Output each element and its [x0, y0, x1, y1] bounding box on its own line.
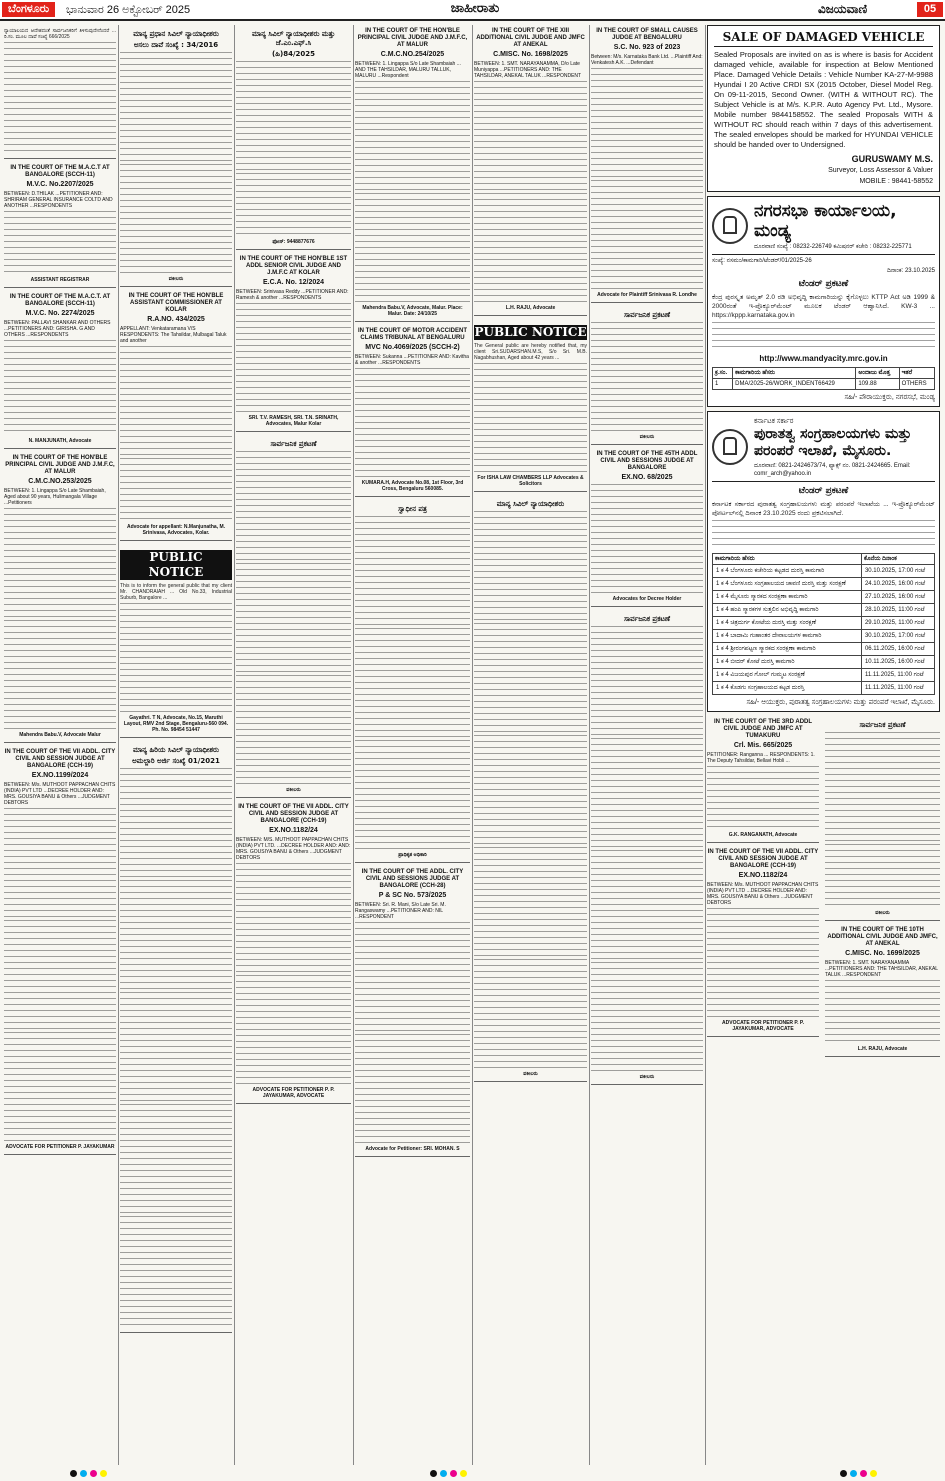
- notice-text-block: [120, 992, 232, 1102]
- notice-text-block: [591, 850, 703, 960]
- museum-tender-notice: [707, 411, 940, 712]
- court-name: IN THE COURT OF THE M.A.C.T. AT BANGALORE (SCCH-11): [9, 294, 111, 307]
- tender-heading: ಟೆಂಡರ್ ಪ್ರಕಟಣೆ: [798, 279, 849, 289]
- public-notice: [120, 544, 232, 738]
- page-header: [0, 0, 945, 21]
- court-name: IN THE COURT OF THE HON'BLE 1ST ADDL SENIOR CIVIL JUDGE AND J.M.F.C AT KOLAR: [239, 256, 348, 276]
- column-rule: [589, 25, 590, 1465]
- legal-notice: [4, 162, 116, 288]
- parties: BETWEEN: M/s. MUTHOOT PAPPACHAN CHITS (INDIA) PVT LTD ...DECREE HOLDER AND: MRS. GOUSIYA BANU & Others ...JUDGMENT DEBTORS: [4, 782, 116, 806]
- notice-text-block: [120, 52, 232, 162]
- legal-notice: [236, 801, 351, 1104]
- table-row: [713, 604, 935, 617]
- court-name: IN THE COURT OF THE VII ADDL. CITY CIVIL AND SESSION JUDGE AT BANGALORE (CCH-19): [707, 849, 819, 869]
- table-row: [713, 565, 935, 578]
- column-rule: [353, 25, 354, 1465]
- table-cell: 28.10.2025, 11:00 ಗಂಟೆ: [861, 604, 934, 617]
- parties: BETWEEN: M/s. MUTHOOT PAPPACHAN CHITS (INDIA) PVT LTD ...DECREE HOLDER AND: MRS. GOUSIYA BANU & Others ...JUDGMENT DEBTORS: [707, 882, 819, 906]
- court-name: ಸ್ವಾಧೀನ ಪತ್ರ: [398, 505, 427, 513]
- registration-dot-icon: [430, 1470, 437, 1477]
- table-cell: 1 ಕ 4 ಬೆಂಗಳೂರು ಕಚೇರಿಯ ಕಟ್ಟಡದ ದುರಸ್ತಿ ಕಾಮಗಾರಿ: [713, 565, 862, 578]
- public-notice-title: PUBLIC NOTICE: [474, 325, 587, 339]
- legal-notice: [120, 741, 232, 1333]
- column-rule: [118, 25, 119, 1465]
- legal-notice: [591, 306, 703, 445]
- notice-signature: KUMARA.H, Advocate No.08, 1st Floor, 3rd Cross, Bengaluru 560085.: [361, 480, 464, 492]
- print-registration-marks: [70, 1470, 130, 1478]
- table-cell: 11.11.2025, 11:00 ಗಂಟೆ: [861, 682, 934, 695]
- signer-mobile: MOBILE : 98441-58552: [859, 178, 933, 185]
- court-name: IN THE COURT OF THE HON'BLE PRINCIPAL CIVIL JUDGE AND J.M.F.C, AT MALUR: [5, 455, 115, 475]
- table-header-row: [713, 368, 935, 379]
- parties: BETWEEN: 1. SMT. NARAYANAMMA ...PETITIONERS AND: THE TAHSILDAR, ANEKAL TALUK ...RESPONDENT: [825, 960, 938, 978]
- damaged-vehicle-ad: [707, 25, 940, 192]
- court-name: ಸಾರ್ವಜನಿಕ ಪ್ರಕಟಣೆ: [623, 311, 671, 319]
- parties: Between: M/s. Karnataka Bank Ltd. ...Plaintiff And: Venkatesh A.K. ...Defendant: [591, 54, 703, 66]
- notice-text-block: [4, 42, 116, 152]
- legal-notice: [825, 716, 940, 921]
- notice-signature: ವಕೀಲರು: [639, 1074, 655, 1080]
- notice-text-block: [474, 959, 587, 1069]
- case-number: Crl. Mis. 665/2025: [733, 742, 793, 749]
- case-number: P & SC No. 573/2025: [378, 892, 447, 899]
- notice-text-block: [236, 675, 351, 785]
- notice-text-block: [591, 484, 703, 594]
- legal-notice: [120, 290, 232, 541]
- emblem-icon: [712, 208, 748, 244]
- tender-body: ಕರ್ನಾಟಕ ಸರ್ಕಾರದ ಪುರಾತತ್ವ ಸಂಗ್ರಹಾಲಯಗಳು ಮತ್ತು ಪರಂಪರೆ ಇಲಾಖೆಯ ... ಇ-ಪ್ರೊಕ್ಯೂರ್‌ಮೆಂಟ್ ಪೋರ್ಟಲ್‌ನಲ್ಲಿ ದಿನಾಂಕ 23.10.2025 ರಂದು ಪ್ರಕಟಿಸಲಾಗಿದೆ.: [712, 501, 935, 517]
- parties: BETWEEN: 1. Lingappa S/o Late Shambaiah, Aged about 90 years, Hulimangala Village ...Petitioners: [4, 488, 106, 506]
- government-line: ಕರ್ನಾಟಕ ಸರ್ಕಾರ: [754, 418, 794, 425]
- column-rule: [705, 25, 706, 1465]
- notice-text-block: [4, 406, 116, 436]
- notice-text-block: [474, 623, 587, 733]
- registration-dot-icon: [80, 1470, 87, 1477]
- notice-text-block: [355, 628, 470, 738]
- table-header-cell: ಕಾಮಗಾರಿಯ ಹೆಸರು: [733, 368, 856, 379]
- court-name: IN THE COURT OF MOTOR ACCIDENT CLAIMS TRIBUNAL AT BENGALURU: [358, 328, 467, 341]
- table-body: [713, 379, 935, 390]
- court-name: IN THE COURT OF THE XIII ADDITIONAL CIVIL JUDGE AND JMFC AT ANEKAL: [476, 28, 585, 48]
- case-number: M.V.C. No.2207/2025: [26, 181, 94, 188]
- notice-text-block: [474, 363, 587, 473]
- case-number: M.V.C. No. 2274/2025: [25, 310, 95, 317]
- case-number: ಅಮಲ್ಜಾರಿ ಅರ್ಜಿ ಸಂಖ್ಯೆ 01/2021: [132, 757, 220, 765]
- case-number: (ಹಿ)84/2025: [272, 50, 315, 58]
- legal-notice: [4, 25, 116, 159]
- notice-signature: ASSISTANT REGISTRAR: [30, 277, 90, 283]
- parties: APPELLANT: Venkataramana V/S RESPONDENTS: The Tahsildar, Mulbagal Taluk and another: [120, 326, 227, 344]
- mandya-tender-notice: [707, 196, 940, 407]
- case-number: S.C. No. 923 of 2023: [613, 44, 681, 51]
- registration-dot-icon: [860, 1470, 867, 1477]
- notice-text-block: [120, 346, 232, 456]
- office-contact: ದೂರವಾಣಿ: 0821-2424673/74, ಫ್ಯಾಕ್ಸ್ ನಂ. 0821-2424665. Email: comr_arch@yahoo.in: [754, 463, 911, 477]
- legal-notice: [474, 25, 587, 316]
- court-name: IN THE COURT OF THE HON'BLE PRINCIPAL CIVIL JUDGE AND J.M.F.C, AT MALUR: [357, 28, 468, 48]
- court-name: IN THE COURT OF THE 3RD ADDL CIVIL JUDGE AND JMFC AT TUMAKURU: [713, 719, 813, 739]
- notice-text-block: [591, 180, 703, 290]
- court-name: IN THE COURT OF THE HON'BLE ASSISTANT COMMISSIONER AT KOLAR: [128, 293, 224, 313]
- notice-text-block: [4, 620, 116, 730]
- legal-notice: [355, 500, 470, 863]
- notice-text-block: [236, 863, 351, 973]
- notice-body: ನ್ಯಾಯಾಲಯದ ಆದೇಶದಂತೆ ಸಾರ್ವಜನಿಕರಿಗೆ ತಿಳಿಸುವುದೇನೆಂದರೆ ... ರಿ.ಸಂ. ಮೂಲ ದಾವೆ ಸಂಖ್ಯೆ 666/2025: [4, 28, 116, 40]
- registration-dot-icon: [100, 1470, 107, 1477]
- notice-signature: ADVOCATE FOR PETITIONER P. JAYAKUMAR: [5, 1144, 115, 1150]
- office-name: ಪುರಾತತ್ವ ಸಂಗ್ರಹಾಲಯಗಳು ಮತ್ತು ಪರಂಪರೆ ಇಲಾಖೆ, ಮೈಸೂರು.: [754, 426, 912, 459]
- notice-signature: N. MANJUNATH, Advocate: [28, 438, 92, 444]
- legal-notice: [591, 448, 703, 607]
- table-header-cell: ಅಂದಾಜು ಮೊತ್ತ: [856, 368, 899, 379]
- parties: BETWEEN: D.THILAK ...PETITIONER AND: SHRIRAM GENERAL INSURANCE COLTD AND ANOTHER ...RESPONDENTS: [4, 191, 113, 209]
- notice-text-block: [474, 735, 587, 845]
- print-registration-marks: [430, 1470, 490, 1478]
- notice-text-block: [591, 962, 703, 1072]
- notice-signature: Advocate for Petitioner: SRI. MOHAN. S: [365, 1146, 460, 1152]
- notice-text-block: [712, 520, 935, 550]
- case-number: C.M.C.NO.254/2025: [380, 51, 445, 58]
- signer-role: Surveyor, Loss Assessor & Valuer: [828, 167, 933, 174]
- notice-text-block: [120, 458, 232, 522]
- office-header: [712, 416, 935, 482]
- court-name: IN THE COURT OF SMALL CAUSES JUDGE AT BENGALURU: [596, 28, 698, 41]
- office-header: [712, 201, 935, 255]
- tender-body: ಕೆಂದ್ರ ಪುರಸ್ಕೃತ ಅಮೃತ್ 2.0 ರಡಿ ಅಭಿವೃದ್ಧಿ ಕಾಮಗಾರಿಯನ್ನು ಕೈಗೊಳ್ಳಲು KTTP Act ಅಡಿ 1999 & 2000ರಂತೆ ಇ-ಪ್ರೊಕ್ಯೂರ್‌ಮೆಂಟ್ ಮೂಲಕ ಟೆಂಡರ್ ಆಹ್ವಾನಿಸಿದೆ. KW-3 ... https://kppp.karnataka.gov.in: [712, 294, 935, 319]
- parties: BETWEEN: Srinivasa Reddy ...PETITIONER AND: Ramesh & another ...RESPONDENTS: [236, 289, 349, 301]
- notice-text-block: [355, 81, 470, 191]
- notice-text-block: [236, 61, 351, 171]
- table-header-cell: ಕೊನೆಯ ದಿನಾಂಕ: [861, 554, 934, 565]
- court-name: IN THE COURT OF THE VII ADDL. CITY CIVIL AND SESSION JUDGE AT BANGALORE (CCH-19): [4, 749, 116, 769]
- notice-text-block: [120, 603, 232, 713]
- notice-signature: ಪ್ರಾಧಿಕೃತ ಅಧಿಕಾರಿ: [398, 852, 427, 858]
- court-name: ಮಾನ್ಯ ಪ್ರಧಾನ ಸಿವಿಲ್ ನ್ಯಾಯಾಧೀಶರು: [133, 30, 219, 38]
- table-cell: 1 ಕ 4 ಮೈಸೂರು ಸ್ಮಾರಕದ ಸಂರಕ್ಷಣಾ ಕಾಮಗಾರಿ: [713, 591, 862, 604]
- table-row: [713, 591, 935, 604]
- print-registration-marks: [840, 1470, 900, 1478]
- reference-number: ಸಂಖ್ಯೆ: ನಸಮಂ/ಕಾಮಗಾರಿ/ಟೆಂಡರ್/01/2025-26: [712, 258, 812, 264]
- court-name: IN THE COURT OF THE ADDL. CITY CIVIL AND SESSIONS JUDGE AT BANGALORE (CCH-28): [361, 869, 464, 889]
- notice-date: ದಿನಾಂಕ: 23.10.2025: [886, 268, 935, 274]
- table-row: [713, 643, 935, 656]
- notice-text-block: [120, 1216, 232, 1326]
- notice-signature: L.H. RAJU, Advocate: [505, 305, 556, 311]
- case-number: EX.NO.1182/24: [738, 872, 788, 879]
- column-rule: [234, 25, 235, 1465]
- notice-text-block: [474, 847, 587, 957]
- court-name: ಮಾನ್ಯ ಸಿವಿಲ್ ನ್ಯಾಯಾಧೀಶರು: [496, 500, 565, 508]
- registration-dot-icon: [70, 1470, 77, 1477]
- notice-text-block: [355, 740, 470, 850]
- notice-text-block: [474, 511, 587, 621]
- notice-signature: ವಕೀಲರು: [523, 1071, 538, 1077]
- notice-text-block: [825, 844, 940, 908]
- website-link[interactable]: http://www.mandyacity.mrc.gov.in: [759, 354, 888, 363]
- notice-text-block: [712, 322, 935, 352]
- parties: BETWEEN: PALLAVI SHANKAR AND OTHERS ...PETITIONERS AND: GIRISHA. G AND OTHERS ...RESPONDENTS: [4, 320, 111, 338]
- parties: BETWEEN: 1. Lingappa S/o Late Shambaiah ... AND THE TAHSILDAR, MALURU TALLUK, MALURU ...Respondent: [355, 61, 461, 79]
- notice-text-block: [707, 908, 819, 1018]
- column-3: [236, 25, 351, 1465]
- ad-body: Sealed Proposals are invited on as is where is basis for Accident damaged vehicle, available for inspection at Below Mentioned Place. Damaged Vehicle Details : Vehicle Number KA-27-M-9988 Hyundai I 20 Active CRDI SX (2015 October, Diesel Model Reg. On 09-11-2015, Second Owner. (WITH & WITHOUT RC). The Subject Vehicle is at M/s. K.P.R. Auto Agency Pvt. Ltd., Mysore. Mobile number 9844158552. The sealed Proposals WITH & WITHOUT RC should reach within 7 days of this advertisement. The sealed envelopes should be marked for HYUNDAI VEHICLE should be handed over to Undersigned.: [714, 50, 933, 149]
- notice-text-block: [120, 768, 232, 878]
- table-cell: 24.10.2025, 16:00 ಗಂಟೆ: [861, 578, 934, 591]
- notice-text-block: [591, 68, 703, 178]
- table-cell: 30.10.2025, 17:00 ಗಂಟೆ: [861, 630, 934, 643]
- bottom-notices: [707, 716, 940, 1146]
- table-cell: OTHERS: [899, 379, 934, 390]
- notice-text-block: [591, 626, 703, 736]
- notice-signature: ಫೋನ್: 9448877676: [272, 239, 315, 245]
- court-name: IN THE COURT OF THE 10TH ADDITIONAL CIVIL JUDGE AND JMFC, AT ANEKAL: [827, 927, 938, 947]
- office-contact: ದೂರವಾಣಿ ಸಂಖ್ಯೆ : 08232-226749 ಕಮಿಷನರ್ ಕಚೇರಿ : 08232-225771: [754, 244, 912, 250]
- legal-notice: [825, 924, 940, 1057]
- notice-signature: Mahendra Babu.V, Advocate Malur: [19, 732, 101, 738]
- notice-signature: ADVOCATE FOR PETITIONER P. P. JAYAKUMAR, ADVOCATE: [722, 1020, 804, 1032]
- table-cell: 27.10.2025, 16:00 ಗಂಟೆ: [861, 591, 934, 604]
- notice-body: The General public are hereby notified that, my client Sri.SUDARSHAN.M.S, S/o Sri. M.B. Nagabhushan, Aged about 42 years ...: [474, 343, 587, 361]
- table-row: [713, 669, 935, 682]
- notice-text-block: [236, 303, 351, 413]
- case-number: MVC No.4069/2025 (SCCH-2): [365, 344, 460, 351]
- case-number: E.C.A. No. 12/2024: [262, 279, 325, 286]
- section-category: ಬೆಂಗಳೂರು: [2, 2, 55, 17]
- table-row: [713, 656, 935, 669]
- signer-name: GURUSWAMY M.S.: [851, 154, 933, 164]
- court-name: ಸಾರ್ವಜನಿಕ ಪ್ರಕಟಣೆ: [270, 440, 317, 448]
- table-cell: 1 ಕ 4 ಹಂಪಿ ಸ್ಮಾರಕಗಳ ಸುತ್ತಲಿನ ಅಭಿವೃದ್ಧಿ ಕಾಮಗಾರಿ: [713, 604, 862, 617]
- page-number: 05: [917, 2, 943, 17]
- bottom-right-notices: [825, 716, 940, 1060]
- registration-dot-icon: [90, 1470, 97, 1477]
- notice-text-block: [355, 1034, 470, 1144]
- notice-text-block: [4, 340, 116, 404]
- table-cell: 30.10.2025, 17:00 ಗಂಟೆ: [861, 565, 934, 578]
- notice-text-block: [474, 193, 587, 303]
- legal-notice: [474, 495, 587, 1082]
- table-cell: 11.11.2025, 11:00 ಗಂಟೆ: [861, 669, 934, 682]
- ad-title: SALE OF DAMAGED VEHICLE: [714, 30, 933, 47]
- parties: BETWEEN: Sukanna ...PETITIONER AND: Kavitha & another ...RESPONDENTS: [355, 354, 469, 366]
- table-cell: 1 ಕ 4 ಬೆಂಗಳೂರು ಸಂಗ್ರಹಾಲಯದ ಚಾವಣಿ ದುರಸ್ತಿ ಮತ್ತು ಸಂರಕ್ಷಣೆ: [713, 578, 862, 591]
- registration-dot-icon: [850, 1470, 857, 1477]
- registration-dot-icon: [840, 1470, 847, 1477]
- column-6: [591, 25, 703, 1465]
- legal-notice: [707, 716, 819, 843]
- column-5: [474, 25, 587, 1465]
- parties: PETITIONER: Ranganna ... RESPONDENTS: 1. The Deputy Tahsildar, Bellavi Hobli ...: [707, 752, 815, 764]
- case-number: EX.NO.1199/2024: [31, 772, 89, 779]
- notice-text-block: [474, 81, 587, 191]
- table-cell: 1 ಕ 4 ಶ್ರೀರಂಗಪಟ್ಟಣ ಸ್ಮಾರಕದ ಸಂರಕ್ಷಣಾ ಕಾಮಗಾರಿ: [713, 643, 862, 656]
- notice-text-block: [355, 368, 470, 478]
- notice-body: This is to inform the general public that my client Mr. CHANDRAIAH ... Old No.33, Industrial Suburb, Bangalore ...: [120, 583, 232, 601]
- notice-signature: Mahendra Babu.V, Advocate, Malur. Place: Malur. Date: 24/10/25: [362, 305, 463, 317]
- table-cell: 1 ಕ 4 ಕೊಡಗು ಸಂಗ್ರಹಾಲಯದ ಕಟ್ಟಡ ದುರಸ್ತಿ: [713, 682, 862, 695]
- legal-notice: [355, 325, 470, 497]
- legal-notice: [591, 610, 703, 1085]
- tender-table: [712, 367, 935, 390]
- legal-notice: [236, 435, 351, 798]
- table-row: [713, 379, 935, 390]
- notice-text-block: [4, 808, 116, 918]
- column-7: [707, 25, 940, 1465]
- notice-text-block: [591, 322, 703, 432]
- bottom-left-notices: [707, 716, 819, 1040]
- notice-signature: ಸಹಿ/- ಆಯುಕ್ತರು, ಪುರಾತತ್ವ ಸಂಗ್ರಹಾಲಯಗಳು ಮತ್ತು ಪರಂಪರೆ ಇಲಾಖೆ, ಮೈಸೂರು.: [746, 699, 935, 706]
- table-header-cell: ಕ್ರ.ಸಂ.: [713, 368, 733, 379]
- column-1: [4, 25, 116, 1465]
- public-notice: [474, 319, 587, 492]
- column-2: [120, 25, 232, 1465]
- office-name: ನಗರಸಭಾ ಕಾರ್ಯಾಲಯ, ಮಂಡ್ಯ: [754, 201, 897, 241]
- notice-signature: For ISHA LAW CHAMBERS LLP Advocates & Solicitors: [477, 475, 584, 487]
- case-number: C.MISC. No. 1699/2025: [845, 950, 920, 957]
- notice-text-block: [236, 563, 351, 673]
- table-body: [713, 565, 935, 695]
- notice-text-block: [236, 975, 351, 1085]
- column-4: [355, 25, 470, 1465]
- legal-notice: [236, 253, 351, 432]
- parties: BETWEEN: Sri. R. Mani, S/o Late Sri. M. Rangaswamy ...PETITIONER AND: NIL ...RESPONDENT: [355, 902, 446, 920]
- notice-text-block: [707, 766, 819, 830]
- table-cell: 29.10.2025, 11:00 ಗಂಟೆ: [861, 617, 934, 630]
- table-row: [713, 617, 935, 630]
- court-name: IN THE COURT OF THE 45TH ADDL CIVIL AND SESSIONS JUDGE AT BANGALORE: [596, 451, 698, 471]
- issue-date: ಭಾನುವಾರ 26 ಅಕ್ಟೋಬರ್ 2025: [66, 4, 191, 16]
- notice-text-block: [4, 920, 116, 1030]
- notice-text-block: [825, 980, 940, 1044]
- notice-text-block: [591, 738, 703, 848]
- registration-dot-icon: [870, 1470, 877, 1477]
- legal-notice: [591, 25, 703, 303]
- notice-signature: Advocates for Decree Holder: [612, 596, 682, 602]
- notice-text-block: [120, 880, 232, 990]
- public-notice-title: PUBLIC NOTICE: [120, 550, 232, 580]
- notice-signature: ವಕೀಲರು: [639, 434, 655, 440]
- table-header-cell: ಇತರೆ: [899, 368, 934, 379]
- legal-notice: [707, 846, 819, 1037]
- registration-dot-icon: [440, 1470, 447, 1477]
- table-cell: 1 ಕ 4 ಚಿತ್ರದುರ್ಗ ಕೋಟೆಯ ದುರಸ್ತಿ ಮತ್ತು ಸಂರಕ್ಷಣೆ: [713, 617, 862, 630]
- column-rule: [472, 25, 473, 1465]
- court-name: ಸಾರ್ವಜನಿಕ ಪ್ರಕಟಣೆ: [859, 721, 906, 729]
- legal-notice: [355, 25, 470, 322]
- ad-signature: [714, 154, 933, 187]
- notice-signature: ಸಹಿ/- ಪೌರಾಯುಕ್ತರು, ನಗರಸಭೆ, ಮಂಡ್ಯ: [844, 394, 935, 401]
- notice-signature: ವಕೀಲರು: [875, 910, 890, 916]
- newspaper-name: ವಿಜಯವಾಣಿ: [818, 2, 868, 16]
- case-number: R.A.NO. 434/2025: [147, 316, 205, 323]
- notice-text-block: [4, 1032, 116, 1142]
- notice-signature: ವಕೀಲರು: [168, 276, 184, 282]
- tender-table: [712, 553, 935, 695]
- notice-text-block: [4, 211, 116, 275]
- case-number: C.M.C.NO.253/2025: [28, 478, 92, 485]
- notice-signature: Advocate for Plaintiff Srinivasa R. Londhe: [597, 292, 697, 298]
- notice-signature: L.H. RAJU, Advocate: [857, 1046, 908, 1052]
- notice-text-block: [4, 508, 116, 618]
- court-name: ಮಾನ್ಯ ಸಿವಿಲ್ ನ್ಯಾಯಾಧೀಶರು ಮತ್ತು ಜೆ.ಎಂ.ಎಫ್.ಸಿ: [251, 30, 336, 47]
- table-row: [713, 682, 935, 695]
- notice-text-block: [236, 173, 351, 237]
- notice-signature: ADVOCATE FOR PETITIONER P. P. JAYAKUMAR, ADVOCATE: [252, 1087, 335, 1099]
- court-name: IN THE COURT OF THE VII ADDL. CITY CIVIL AND SESSION JUDGE AT BANGALORE (CCH-19): [238, 804, 349, 824]
- legal-notice: [236, 25, 351, 250]
- notice-text-block: [825, 732, 940, 842]
- registration-dot-icon: [450, 1470, 457, 1477]
- notice-signature: Advocate for appellant: N.Manjunatha, M. Srinivasa, Advocates, Kolar.: [126, 524, 226, 536]
- notice-text-block: [355, 922, 470, 1032]
- legal-notice: [4, 452, 116, 743]
- table-cell: 1 ಕ 4 ಬಾದಾಮಿ ಗುಹಾಂತರ ದೇವಾಲಯಗಳ ಕಾಮಗಾರಿ: [713, 630, 862, 643]
- legal-notice: [120, 25, 232, 287]
- notice-text-block: [120, 1104, 232, 1214]
- legal-notice: [355, 866, 470, 1157]
- legal-notice: [4, 291, 116, 449]
- case-number: EX.NO.1182/24: [269, 827, 318, 834]
- court-name: IN THE COURT OF THE M.A.C.T AT BANGALORE (SCCH-11): [10, 165, 110, 178]
- table-cell: 1 ಕ 4 ವಿಜಯಪುರ ಗೋಲ್ ಗುಮ್ಮಟ ಸಂರಕ್ಷಣೆ: [713, 669, 862, 682]
- table-cell: 109.88: [856, 379, 899, 390]
- notice-text-block: [236, 451, 351, 561]
- table-header-cell: ಕಾಮಗಾರಿಯ ಹೆಸರು: [713, 554, 862, 565]
- table-cell: 1: [713, 379, 733, 390]
- notice-signature: SRI. T.V. RAMESH, SRI. T.N. SRINATH, Advocates, Malur Kolar: [248, 415, 339, 427]
- notice-text-block: [355, 516, 470, 626]
- section-title: ಜಾಹೀರಾತು: [450, 1, 500, 16]
- notice-signature: ವಕೀಲರು: [286, 787, 301, 793]
- table-cell: DMA/2025-26/WORK_INDENT66429: [733, 379, 856, 390]
- case-number: EX.NO. 68/2025: [621, 474, 673, 481]
- court-name: ಸಾರ್ವಜನಿಕ ಪ್ರಕಟಣೆ: [623, 615, 671, 623]
- notice-text-block: [355, 193, 470, 303]
- table-header-row: [713, 554, 935, 565]
- registration-dot-icon: [460, 1470, 467, 1477]
- case-number: ಅಸಲು ದಾವೆ ಸಂಖ್ಯೆ : 34/2016: [133, 41, 219, 49]
- legal-notice: [4, 746, 116, 1155]
- notice-signature: Gayathri. T N, Advocate, No.15, Maruthi Layout, RMV 2nd Stage, Bengaluru-560 094. Ph. No. 98454 51447: [123, 715, 229, 733]
- emblem-icon: [712, 429, 748, 465]
- table-row: [713, 578, 935, 591]
- notice-signature: G.K. RANGANATH, Advocate: [728, 832, 798, 838]
- notice-text-block: [120, 164, 232, 274]
- table-cell: 1 ಕ 4 ಬೀದರ್ ಕೋಟೆ ದುರಸ್ತಿ ಕಾಮಗಾರಿ: [713, 656, 862, 669]
- table-cell: 10.11.2025, 16:00 ಗಂಟೆ: [861, 656, 934, 669]
- court-name: ಮಾನ್ಯ ಹಿರಿಯ ಸಿವಿಲ್ ನ್ಯಾಯಾಧೀಶರು: [133, 746, 219, 754]
- table-row: [713, 630, 935, 643]
- parties: BETWEEN: 1. SMT. NARAYANAMMA, D/o Late Muniyappa ...PETITIONERS AND: THE TAHSILDAR, ANEKAL TALUK ...RESPONDENT: [474, 61, 582, 79]
- table-cell: 06.11.2025, 16:00 ಗಂಟೆ: [861, 643, 934, 656]
- parties: BETWEEN: M/S. MUTHOOT PAPPACHAN CHITS (INDIA) PVT LTD. ...DECREE HOLDER AND: AND: MRS. GOUSIYA BANU & Others ...JUDGMENT DEBTORS: [236, 837, 351, 861]
- case-number: C.MISC. No. 1698/2025: [493, 51, 568, 58]
- tender-heading: ಟೆಂಡರ್ ಪ್ರಕಟಣೆ: [798, 486, 849, 496]
